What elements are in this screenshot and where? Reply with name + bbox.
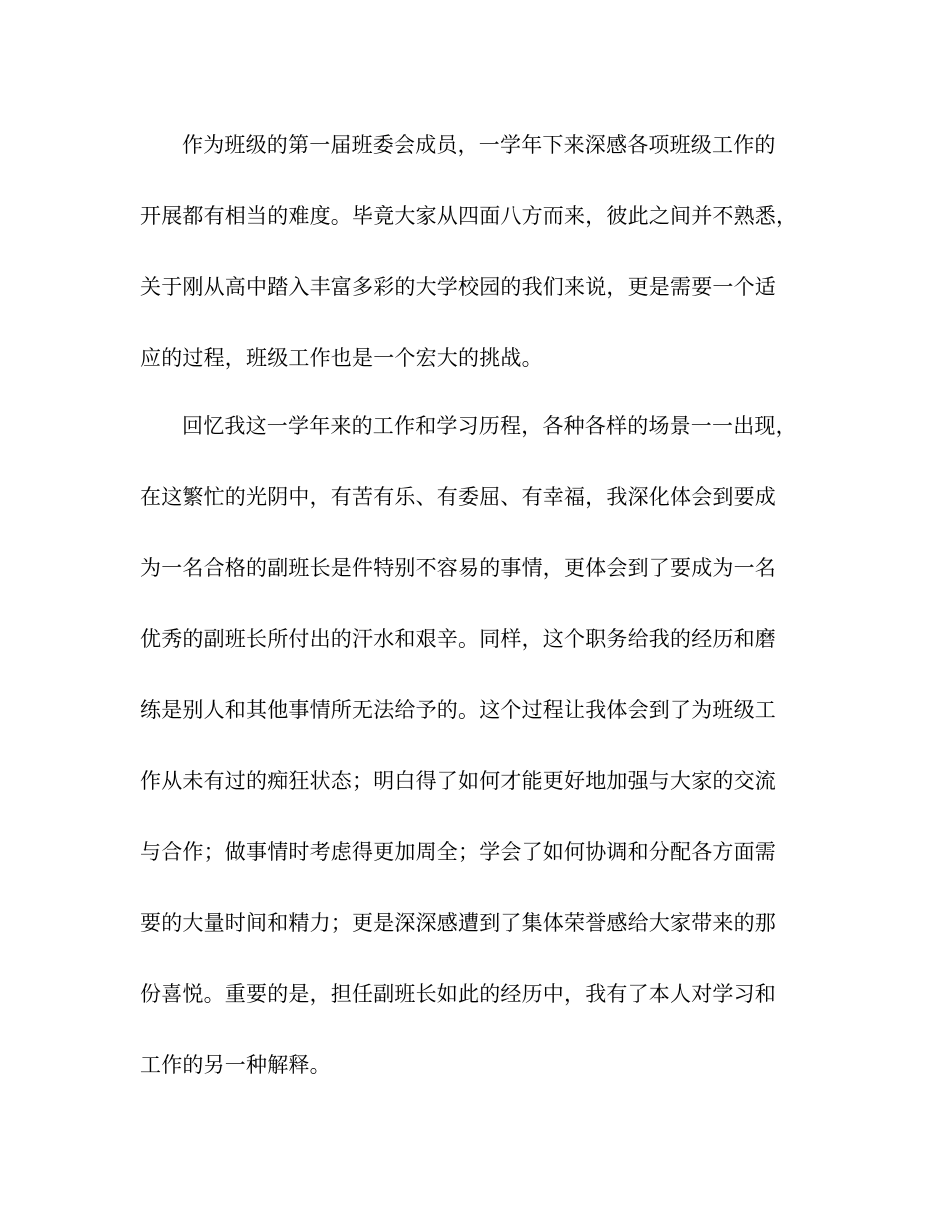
paragraph-2-line-8: 要的大量时间和精力；更是深深感遭到了集体荣誉感给大家带来的那 [140, 911, 776, 935]
paragraph-1-line-3: 关于刚从高中踏入丰富多彩的大学校园的我们来说，更是需要一个适 [140, 275, 776, 299]
paragraph-2-line-10: 工作的另一种解释。 [140, 1053, 331, 1077]
paragraph-2-line-6: 作从未有过的痴狂状态；明白得了如何才能更好地加强与大家的交流 [140, 769, 776, 793]
paragraph-2-line-9: 份喜悦。重要的是，担任副班长如此的经历中，我有了本人对学习和 [140, 982, 776, 1006]
paragraph-1-line-1: 作为班级的第一届班委会成员，一学年下来深感各项班级工作的 [182, 133, 776, 157]
paragraph-2-line-2: 在这繁忙的光阴中，有苦有乐、有委屈、有幸福，我深化体会到要成 [140, 485, 776, 509]
paragraph-2-line-7: 与合作；做事情时考虑得更加周全；学会了如何协调和分配各方面需 [140, 840, 776, 864]
paragraph-2-line-5: 练是别人和其他事情所无法给予的。这个过程让我体会到了为班级工 [140, 698, 776, 722]
paragraph-2-line-1: 回忆我这一学年来的工作和学习历程，各种各样的场景一一出现， [182, 414, 797, 438]
paragraph-2-line-3: 为一名合格的副班长是件特别不容易的事情，更体会到了要成为一名 [140, 556, 776, 580]
paragraph-1-line-4: 应的过程，班级工作也是一个宏大的挑战。 [140, 346, 543, 370]
paragraph-1-line-2: 开展都有相当的难度。毕竟大家从四面八方而来，彼此之间并不熟悉， [140, 204, 798, 228]
paragraph-2-line-4: 优秀的副班长所付出的汗水和艰辛。同样，这个职务给我的经历和磨 [140, 627, 776, 651]
